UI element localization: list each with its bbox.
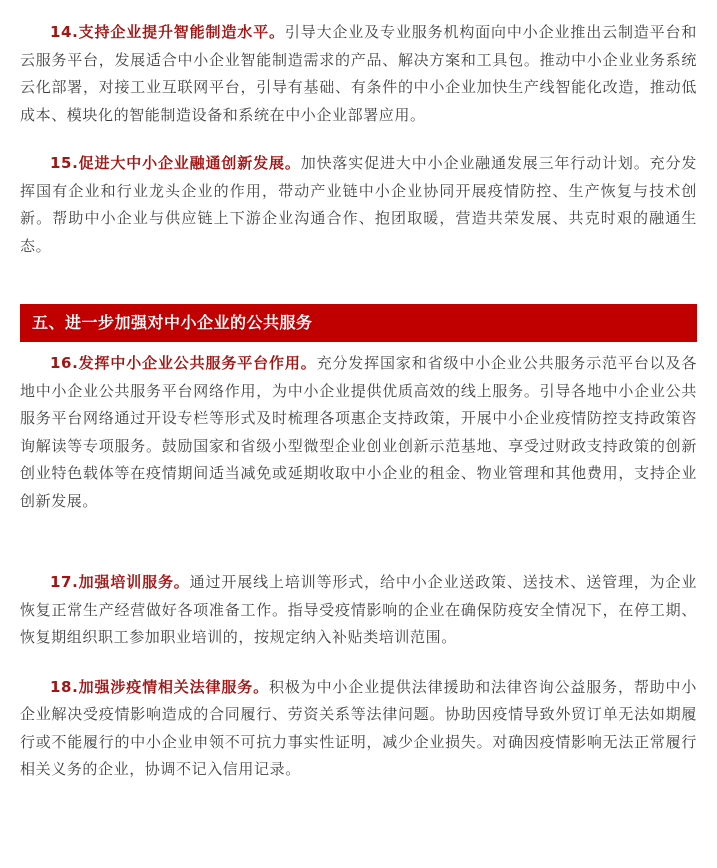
paragraph-14-body: 引导大企业及专业服务机构面向中小企业推出云制造平台和云服务平台，发展适合中小企业智能制造需求的产品、解决方案和工具包。推动中小企业业务系统云化部署，对接工业互联网平台，引导有基础、有条件的中小企业加快生产线智能化改造，推动低成本、模块化的智能制造设备和系统在中小企业部署应用。 <box>20 23 697 124</box>
paragraph-17-heading: 17.加强培训服务。 <box>50 573 190 591</box>
paragraph-18 <box>20 674 697 784</box>
paragraph-16 <box>20 350 697 515</box>
section-five-banner: 五、进一步加强对中小企业的公共服务 <box>20 304 697 342</box>
paragraph-14-heading: 14.支持企业提升智能制造水平。 <box>50 23 285 41</box>
paragraph-17-body: 通过开展线上培训等形式，给中小企业送政策、送技术、送管理，为企业恢复正常生产经营做好各项准备工作。指导受疫情影响的企业在确保防疫安全情况下，在停工期、恢复期组织职工参加职业培训的，按规定纳入补贴类培训范围。 <box>20 573 697 646</box>
paragraph-17 <box>20 569 697 652</box>
paragraph-16-body: 充分发挥国家和省级中小企业公共服务示范平台以及各地中小企业公共服务平台网络作用，为中小企业提供优质高效的线上服务。引导各地中小企业公共服务平台网络通过开设专栏等形式及时梳理各项惠企支持政策，开展中小企业疫情防控支持政策咨询解读等专项服务。鼓励国家和省级小型微型企业创业创新示范基地、享受过财政支持政策的创新创业特色载体等在疫情期间适当减免或延期收取中小企业的租金、物业管理和其他费用，支持企业创新发展。 <box>20 354 698 510</box>
paragraph-18-heading: 18.加强涉疫情相关法律服务。 <box>50 677 269 696</box>
paragraph-18-body: 积极为中小企业提供法律援助和法律咨询公益服务，帮助中小企业解决受疫情影响造成的合同履行、劳资关系等法律问题。协助因疫情导致外贸订单无法如期履行或不能履行的中小企业申领不可抗力事实性证明，减少企业损失。对确因疫情影响无法正常履行相关义务的企业，协调不记入信用记录。 <box>20 677 697 778</box>
paragraph-16-heading: 16.发挥中小企业公共服务平台作用。 <box>50 354 317 372</box>
paragraph-15-heading: 15.促进大中小企业融通创新发展。 <box>50 154 301 172</box>
paragraph-15 <box>20 150 697 260</box>
paragraph-15-body: 加快落实促进大中小企业融通发展三年行动计划。充分发挥国有企业和行业龙头企业的作用，带动产业链中小企业协同开展疫情防控、生产恢复与技术创新。帮助中小企业与供应链上下游企业沟通合作、抱团取暖，营造共荣发展、共克时艰的融通生态。 <box>20 154 697 255</box>
paragraph-14 <box>20 0 697 129</box>
